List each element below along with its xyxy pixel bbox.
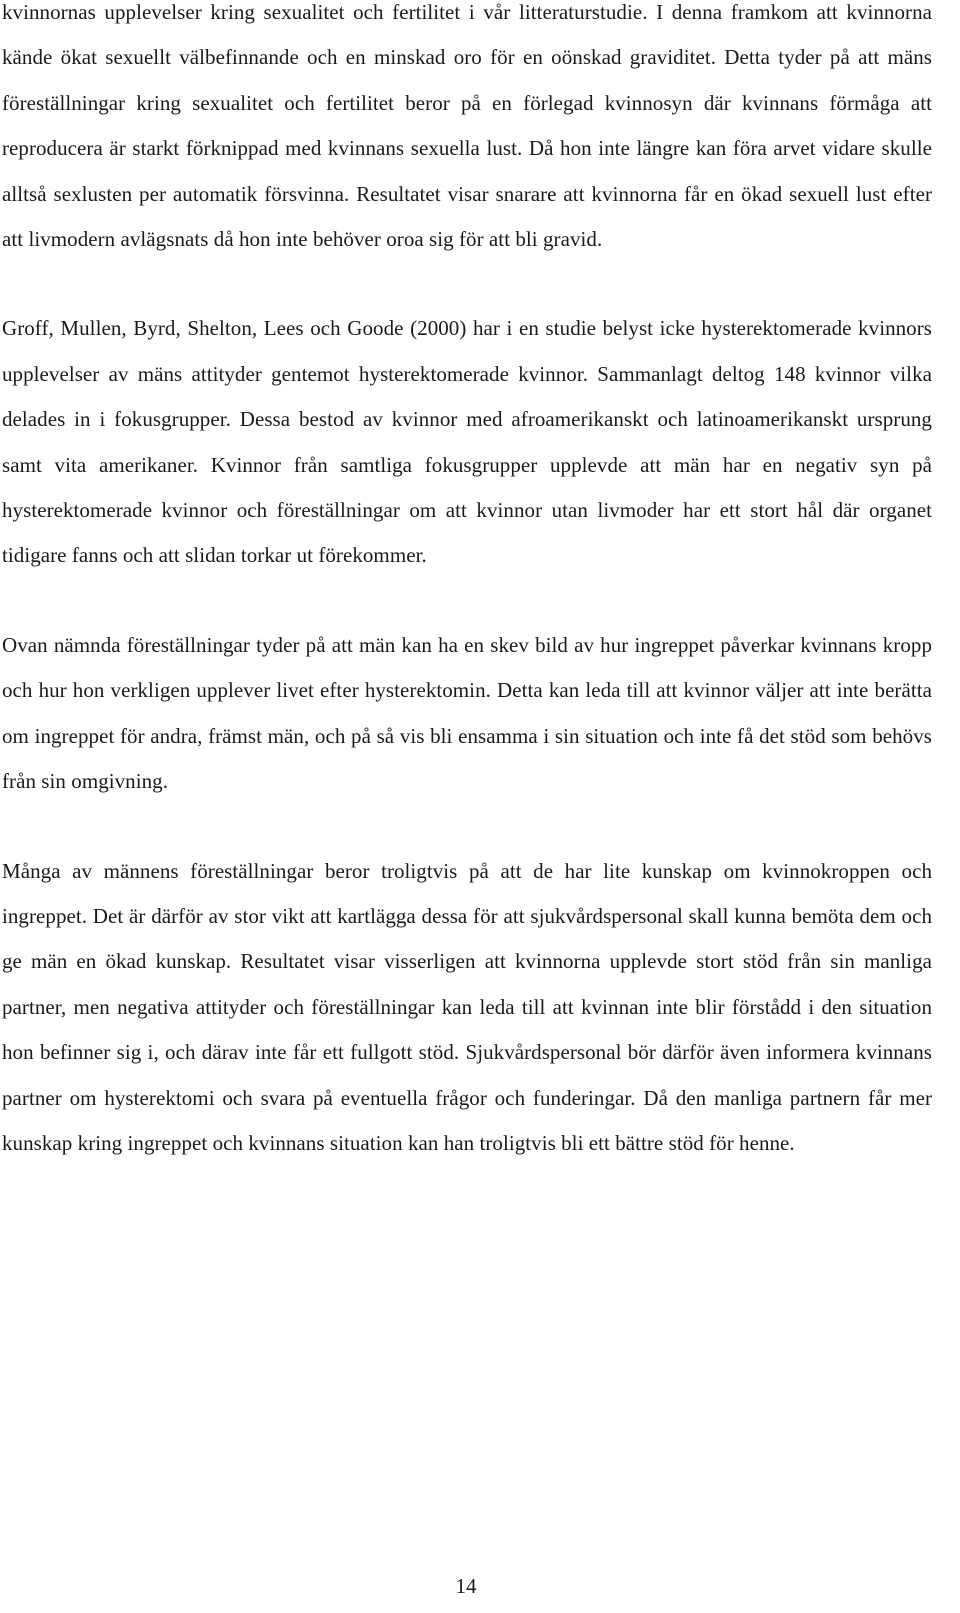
paragraph-3: Ovan nämnda föreställningar tyder på att män kan ha en skev bild av hur ingreppet påverkar kvinnans kropp och hur hon verkligen upplever livet efter hysterektomin. Detta kan leda till att kvinnor väljer att inte berätta om ingreppet för andra, främst män, och på så vis bli ensamma i sin situation och inte få det stöd som behövs från sin omgivning.: [2, 632, 932, 794]
paragraph-2: Groff, Mullen, Byrd, Shelton, Lees och Goode (2000) har i en studie belyst icke hysterektomerade kvinnors upplevelser av mäns attityder gentemot hysterektomerade kvinnor. Sammanlagt deltog 148 kvinnor vilka delades in i fokusgrupper. Dessa bestod av kvinnor med afroamerikanskt och latinoamerikanskt ursprung samt vita amerikaner. Kvinnor från samtliga fokusgrupper upplevde att män har en negativ syn på hysterektomerade kvinnor och föreställningar om att kvinnor utan livmoder har ett stort hål där organet tidigare fanns och att slidan torkar ut förekommer.: [2, 316, 932, 568]
body-text: [2, 0, 932, 1166]
paragraph-4: Många av männens föreställningar beror troligtvis på att de har lite kunskap om kvinnokroppen och ingreppet. Det är därför av stor vikt att kartlägga dessa för att sjukvårdspersonal skall kunna bemöta dem och ge män en ökad kunskap. Resultatet visar visserligen att kvinnorna upplevde stort stöd från sin manliga partner, men negativa attityder och föreställningar kan leda till att kvinnan inte blir förstådd i den situation hon befinner sig i, och därav inte får ett fullgott stöd. Sjukvårdspersonal bör därför även informera kvinnans partner om hysterektomi och svara på eventuella frågor och funderingar. Då den manliga partnern får mer kunskap kring ingreppet och kvinnans situation kan han troligtvis bli ett bättre stöd för henne.: [2, 858, 932, 1155]
paragraph-1: kvinnornas upplevelser kring sexualitet och fertilitet i vår litteraturstudie. I denna framkom att kvinnorna kände ökat sexuellt välbefinnande och en minskad oro för en oönskad graviditet. Detta tyder på att mäns föreställningar kring sexualitet och fertilitet beror på en förlegad kvinnosyn där kvinnans förmåga att reproducera är starkt förknippad med kvinnans sexuella lust. Då hon inte längre kan föra arvet vidare skulle alltså sexlusten per automatik försvinna. Resultatet visar snarare att kvinnorna får en ökad sexuell lust efter att livmodern avlägsnats då hon inte behöver oroa sig för att bli gravid.: [2, 0, 932, 252]
page-number: 14: [455, 1574, 477, 1598]
